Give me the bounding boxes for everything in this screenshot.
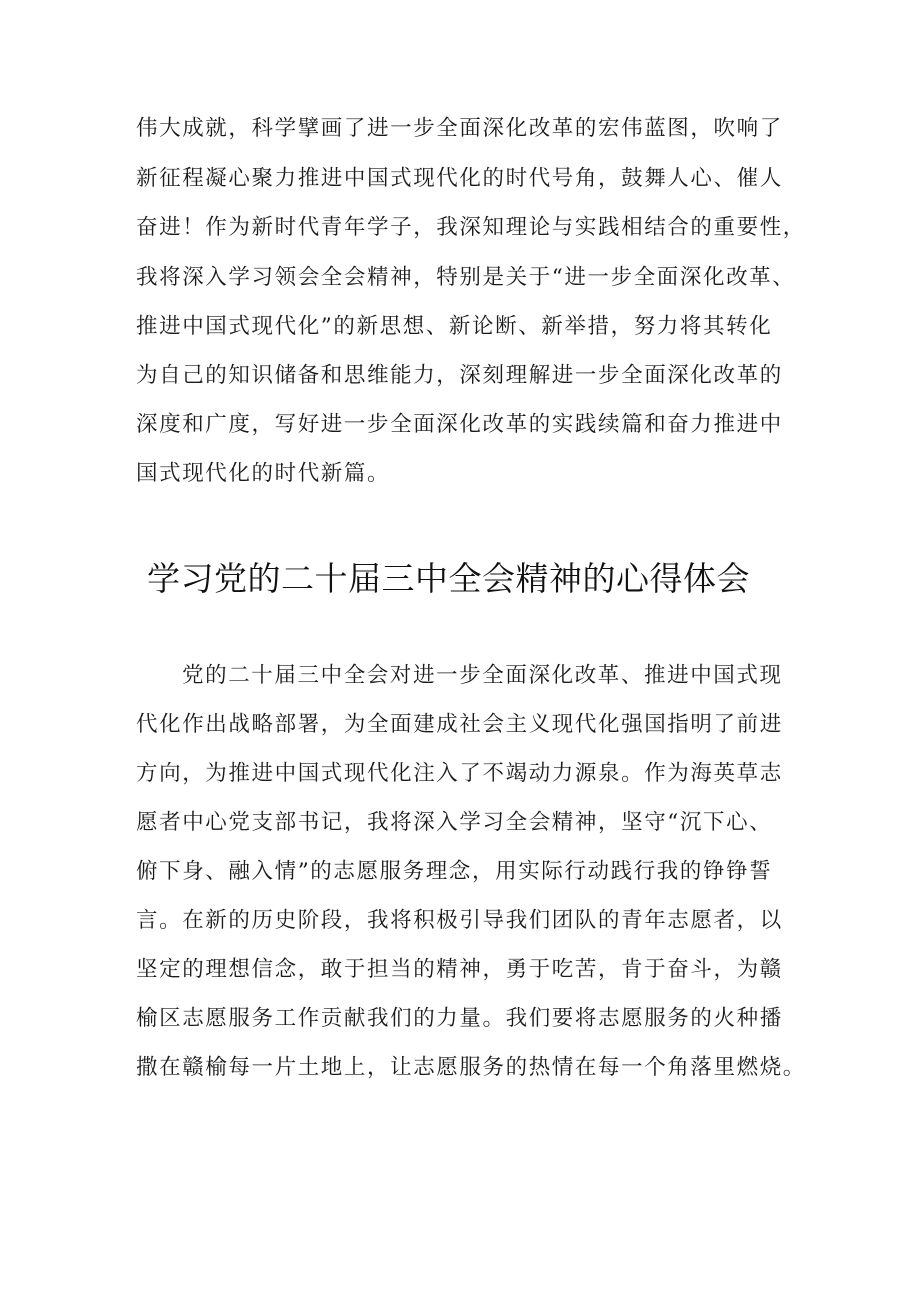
paragraph-line: 代化作出战略部署，为全面建成社会主义现代化强国指明了前进 bbox=[136, 712, 783, 737]
section-title: 学习党的二十届三中全会精神的心得体会 bbox=[147, 559, 750, 598]
paragraph-line: 撒在赣榆每一片土地上，让志愿服务的热情在每一个角落里燃烧。 bbox=[136, 1055, 806, 1080]
paragraph-line: 奋进！作为新时代青年学子，我深知理论与实践相结合的重要性， bbox=[136, 215, 806, 240]
paragraph-line: 伟大成就，科学擘画了进一步全面深化改革的宏伟蓝图，吹响了 bbox=[136, 116, 783, 141]
paragraph-line: 我将深入学习领会全会精神，特别是关于“进一步全面深化改革、 bbox=[136, 265, 796, 290]
paragraph-line: 榆区志愿服务工作贡献我们的力量。我们要将志愿服务的火种播 bbox=[136, 1006, 783, 1031]
paragraph-line: 深度和广度，写好进一步全面深化改革的实践续篇和奋力推进中 bbox=[136, 412, 783, 437]
paragraph-line: 为自己的知识储备和思维能力，深刻理解进一步全面深化改革的 bbox=[136, 363, 783, 388]
paragraph-line: 国式现代化的时代新篇。 bbox=[136, 461, 391, 486]
paragraph-line: 方向，为推进中国式现代化注入了不竭动力源泉。作为海英草志 bbox=[136, 761, 783, 786]
paragraph-line: 言。在新的历史阶段，我将积极引导我们团队的青年志愿者，以 bbox=[136, 908, 783, 933]
paragraph-line: 坚定的理想信念，敢于担当的精神，勇于吃苦，肯于奋斗，为赣 bbox=[136, 957, 783, 982]
paragraph-line: 愿者中心党支部书记，我将深入学习全会精神，坚守“沉下心、 bbox=[136, 810, 773, 835]
paragraph-line: 推进中国式现代化”的新思想、新论断、新举措，努力将其转化 bbox=[136, 314, 773, 339]
paragraph-line: 新征程凝心聚力推进中国式现代化的时代号角，鼓舞人心、催人 bbox=[136, 166, 783, 191]
paragraph-line: 俯下身、融入情”的志愿服务理念，用实际行动践行我的铮铮誓 bbox=[136, 859, 773, 884]
paragraph-line: 党的二十届三中全会对进一步全面深化改革、推进中国式现 bbox=[182, 663, 783, 688]
